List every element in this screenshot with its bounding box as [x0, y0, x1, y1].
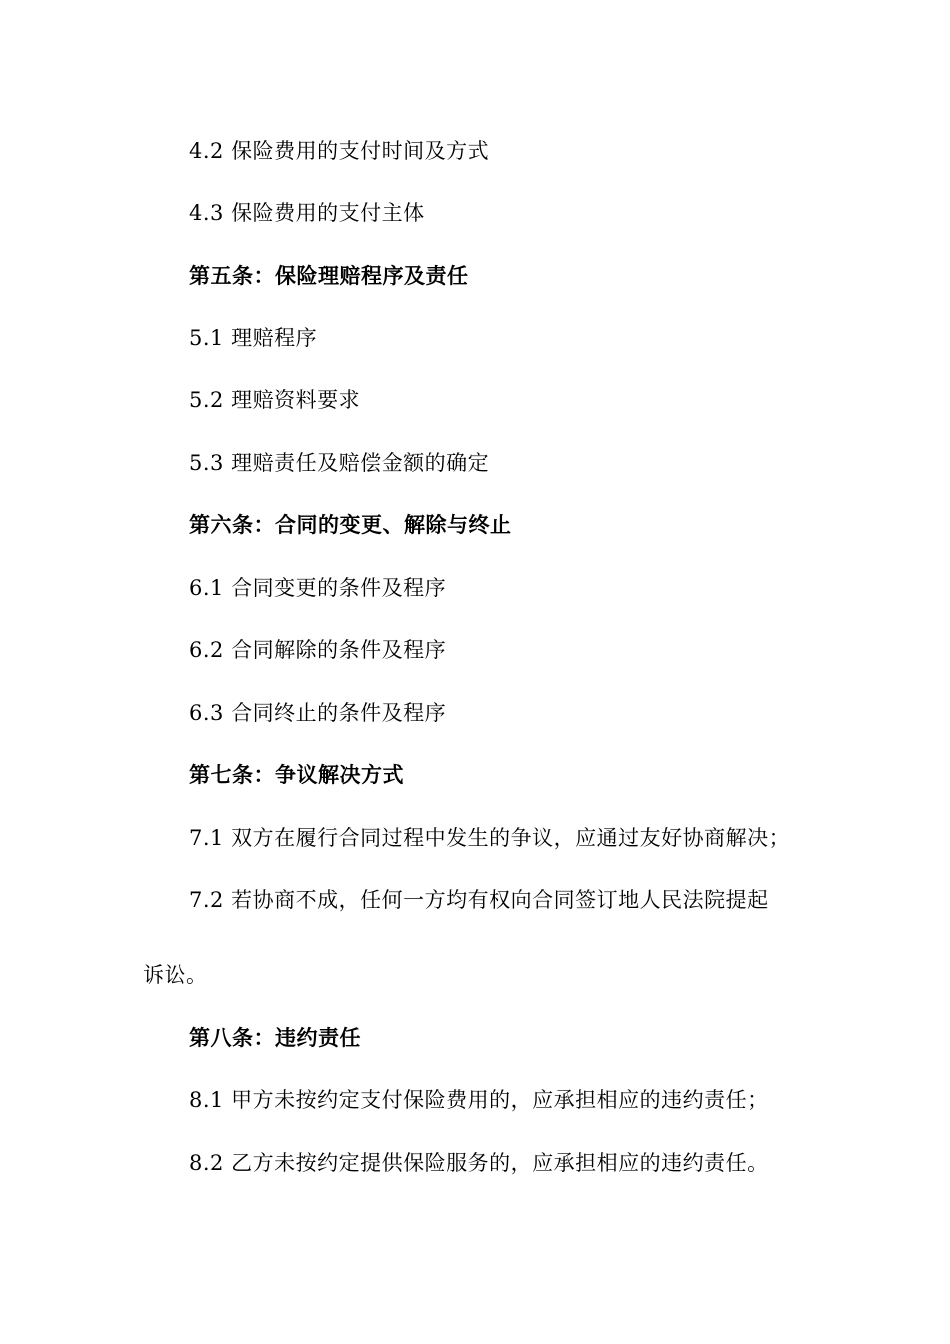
clause-7-2: 7.2 若协商不成，任何一方均有权向合同签订地人民法院提起 — [189, 888, 769, 912]
clause-7-1: 7.1 双方在履行合同过程中发生的争议，应通过友好协商解决； — [189, 826, 791, 850]
clause-4-3: 4.3 保险费用的支付主体 — [189, 201, 425, 225]
clause-4-2: 4.2 保险费用的支付时间及方式 — [189, 139, 490, 163]
article-6-heading: 第六条：合同的变更、解除与终止 — [189, 512, 512, 537]
clause-7-2-continuation: 诉讼。 — [143, 963, 208, 987]
clause-6-2: 6.2 合同解除的条件及程序 — [189, 638, 447, 662]
clause-6-1: 6.1 合同变更的条件及程序 — [189, 576, 447, 600]
clause-5-3: 5.3 理赔责任及赔偿金额的确定 — [189, 451, 490, 475]
clause-6-3: 6.3 合同终止的条件及程序 — [189, 701, 447, 725]
article-7-heading: 第七条：争议解决方式 — [189, 762, 404, 787]
clause-8-2: 8.2 乙方未按约定提供保险服务的，应承担相应的违约责任。 — [189, 1151, 769, 1175]
clause-5-2: 5.2 理赔资料要求 — [189, 388, 361, 412]
article-8-heading: 第八条：违约责任 — [189, 1025, 361, 1050]
clause-5-1: 5.1 理赔程序 — [189, 326, 318, 350]
article-5-heading: 第五条：保险理赔程序及责任 — [189, 263, 469, 288]
clause-8-1: 8.1 甲方未按约定支付保险费用的，应承担相应的违约责任； — [189, 1088, 769, 1112]
